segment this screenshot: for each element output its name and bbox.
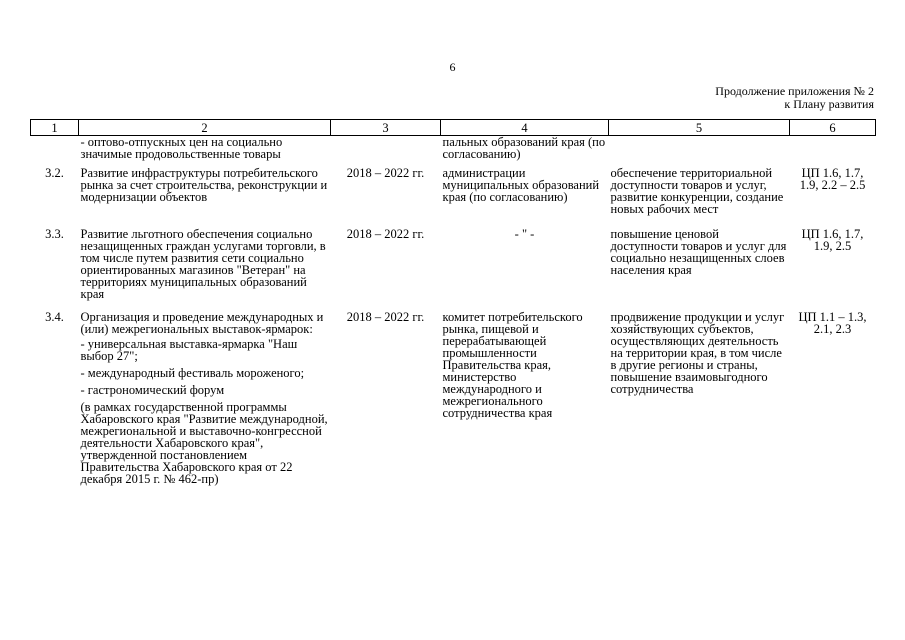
row-measure: Развитие инфраструктуры потребительского рынка за счет строительства, реконструкции и модернизации объектов [80,166,328,204]
row-number: 3.2. [45,166,64,180]
row-result: повышение ценовой доступности товаров и услуг для социально незащищенных слоев населения края [610,227,787,277]
table-row-continuation [31,136,876,168]
header-col-6: 6 [790,120,876,136]
table-row [31,228,876,311]
row-executor: администрации муниципальных образований края (по согласованию) [442,166,600,204]
header-col-4: 4 [441,120,609,136]
row-result: продвижение продукции и услуг хозяйствующих субъектов, осуществляющих деятельность на территории края, в том числе в другие регионы и страны, повышение взаимовыгодного сотрудничества [610,310,785,396]
row-period: 2018 – 2022 гг. [346,166,425,180]
header-col-5: 5 [609,120,790,136]
row-measure: Организация и проведение международных и (или) межрегиональных выставок-ярмарок: [80,310,324,336]
table-header [31,120,876,136]
row-executor-ditto: - " - [514,227,535,241]
header-col-2: 2 [79,120,331,136]
continuation-executor: пальных образований края (по согласованию) [442,135,606,161]
measure-note: (в рамках государственной программы Хабаровского края "Развитие международной, межрегиональной и выставочно-конгрессной деятельности Хабаровского края", утвержденной постановлением Правительства Хабаровского края от 22 декабря 2015 г. № 462-пр) [80,400,328,486]
row-targets: ЦП 1.6, 1.7, 1.9, 2.2 – 2.5 [799,166,866,192]
measure-subitem: - универсальная выставка-ярмарка "Наш выбор 27"; [80,337,298,363]
appendix-continuation-note [715,85,874,111]
table-row [31,167,876,228]
page-number: 6 [449,60,456,74]
development-plan-table [30,119,876,485]
continuation-line-2: к Плану развития [784,97,874,111]
row-executor: комитет потребительского рынка, пищевой и перерабатывающей промышленности Правительства края, министерство международного и межрегионального сотрудничества края [442,310,583,420]
header-col-3: 3 [331,120,441,136]
row-result: обеспечение территориальной доступности товаров и услуг, развитие конкуренции, создание новых рабочих мест [610,166,784,216]
row-targets: ЦП 1.1 – 1.3, 2.1, 2.3 [798,310,867,336]
row-measure: Развитие льготного обеспечения социально незащищенных граждан услугами торговли, в том числе путем развития сети социально ориентированных магазинов "Ветеран" на территориях муниципальных образований края [80,227,326,301]
continuation-measure: - оптово-отпускных цен на социально значимые продовольственные товары [80,135,283,161]
row-period: 2018 – 2022 гг. [346,227,425,241]
row-measure-cell [79,311,331,485]
row-targets: ЦП 1.6, 1.7, 1.9, 2.5 [801,227,864,253]
table-row [31,311,876,485]
measure-subitem: - гастрономический форум [80,383,225,397]
measure-subitem: - международный фестиваль мороженого; [80,366,305,380]
row-period: 2018 – 2022 гг. [346,310,425,324]
row-number: 3.3. [45,227,64,241]
continuation-line-1: Продолжение приложения № 2 [715,84,874,98]
row-number: 3.4. [45,310,64,324]
header-col-1: 1 [31,120,79,136]
